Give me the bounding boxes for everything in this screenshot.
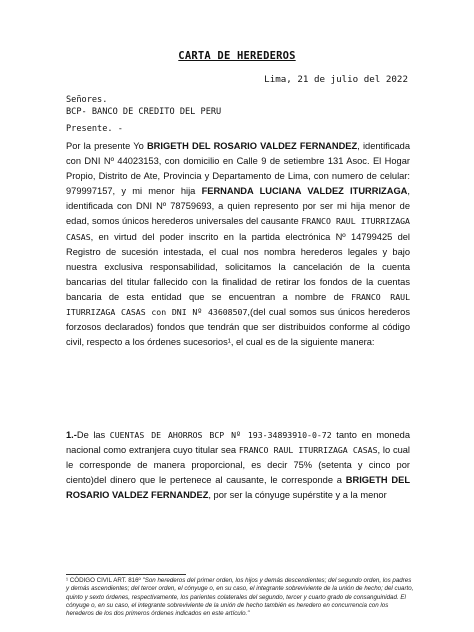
document-title: CARTA DE HEREDEROS bbox=[178, 50, 296, 62]
addressee-line-1: Señores. bbox=[66, 95, 108, 105]
p1-name-2: FERNANDA LUCIANA VALDEZ ITURRIZAGA bbox=[201, 186, 408, 197]
addressee-line-2: BCP- BANCO DE CREDITO DEL PERU bbox=[66, 107, 222, 117]
p1-name-1: BRIGETH DEL ROSARIO VALDEZ FERNANDEZ bbox=[146, 141, 358, 151]
p1-text-4: , en virtud del poder inscrito en la partida electrónica Nº 14799425 del Registro de sucesión intestada, el cual nos nombra herederos legales y bajo nuestra exclusiva responsabilidad, solicitamos la cancelación de la cuenta bancarias del titular fallecido con la finalidad de retirar los fondos de la cuentas bancaria de esta entidad que se encuentran a nombre de bbox=[66, 231, 410, 302]
footnote bbox=[66, 577, 414, 618]
p1-text-3: , identificada con DNI Nº 78759693, a quien represento por ser mi hija menor de edad, somos únicos herederos universales del causante bbox=[66, 186, 410, 227]
p2-number: 1.- bbox=[66, 430, 77, 440]
paragraph-2 bbox=[66, 428, 410, 503]
footnote-divider bbox=[66, 574, 186, 575]
footnote-mark: ¹ bbox=[66, 577, 70, 584]
p2-text-1: De las bbox=[76, 430, 110, 440]
footnote-text: "Son herederos del primer orden, los hijos y demás descendientes; del segundo orden, los padres y demás ascendientes; del tercer orden, el cónyuge o, en su caso, el integrante sobreviviente de la unión de hecho; del cuarto, quinto y sexto órdenes, respectivamente, los parientes colaterales del segundo, tercer y cuarto grado de consanguinidad. El cónyuge o, en su caso, el integrante sobreviviente de la unión de hecho también es heredero en concurrencia con los herederos de los dos primeros órdenes indicados en este artículo." bbox=[66, 577, 414, 618]
footnote-lead: CÓDIGO CIVIL ART. 816º bbox=[69, 577, 141, 584]
date-line: Lima, 21 de julio del 2022 bbox=[264, 74, 408, 85]
p2-text-3: , lo cual le corresponde de manera proporcional, es decir 75% (setenta y cinco por ciento)del dinero que le pertenece al causante, le corresponde a bbox=[66, 445, 410, 486]
paragraph-1 bbox=[66, 139, 410, 350]
p2-account: CUENTAS DE AHORROS BCP Nº 193-34893910-0-72 bbox=[109, 430, 332, 440]
p1-text-5: ,(del cual somos sus únicos herederos forzosos declarados) fondos que tendrán que ser distribuidos conforme al código civil, respecto a los órdenes sucesorios¹, el cual es de la siguiente manera: bbox=[66, 307, 410, 348]
addressee-block bbox=[66, 94, 221, 118]
p1-deceased-id: FRANCO RAUL ITURRIZAGA CASAS con DNI Nº 43608507 bbox=[66, 291, 410, 318]
p2-text-2: tanto en moneda nacional como extranjera cuyo titular sea bbox=[66, 430, 410, 456]
p1-text-1: Por la presente Yo bbox=[66, 141, 147, 151]
p2-heir-name: BRIGETH DEL ROSARIO VALDEZ FERNANDEZ bbox=[66, 475, 410, 501]
p2-holder-name: FRANCO RAUL ITURRIZAGA CASAS bbox=[238, 445, 378, 456]
greeting: Presente. - bbox=[66, 124, 123, 134]
p1-text-2: , identificada con DNI Nº 44023153, con domicilio en Calle 9 de setiembre 131 Asoc. El Hogar Propio, Distrito de Ate, Provincia y Departamento de Lima, con numero de celular: 979997157, y mi menor hija bbox=[66, 141, 410, 197]
p2-text-4: , por ser la cónyuge supérstite y a la menor bbox=[208, 490, 387, 501]
p1-deceased-name: FRANCO RAUL ITURRIZAGA CASAS bbox=[66, 216, 410, 242]
